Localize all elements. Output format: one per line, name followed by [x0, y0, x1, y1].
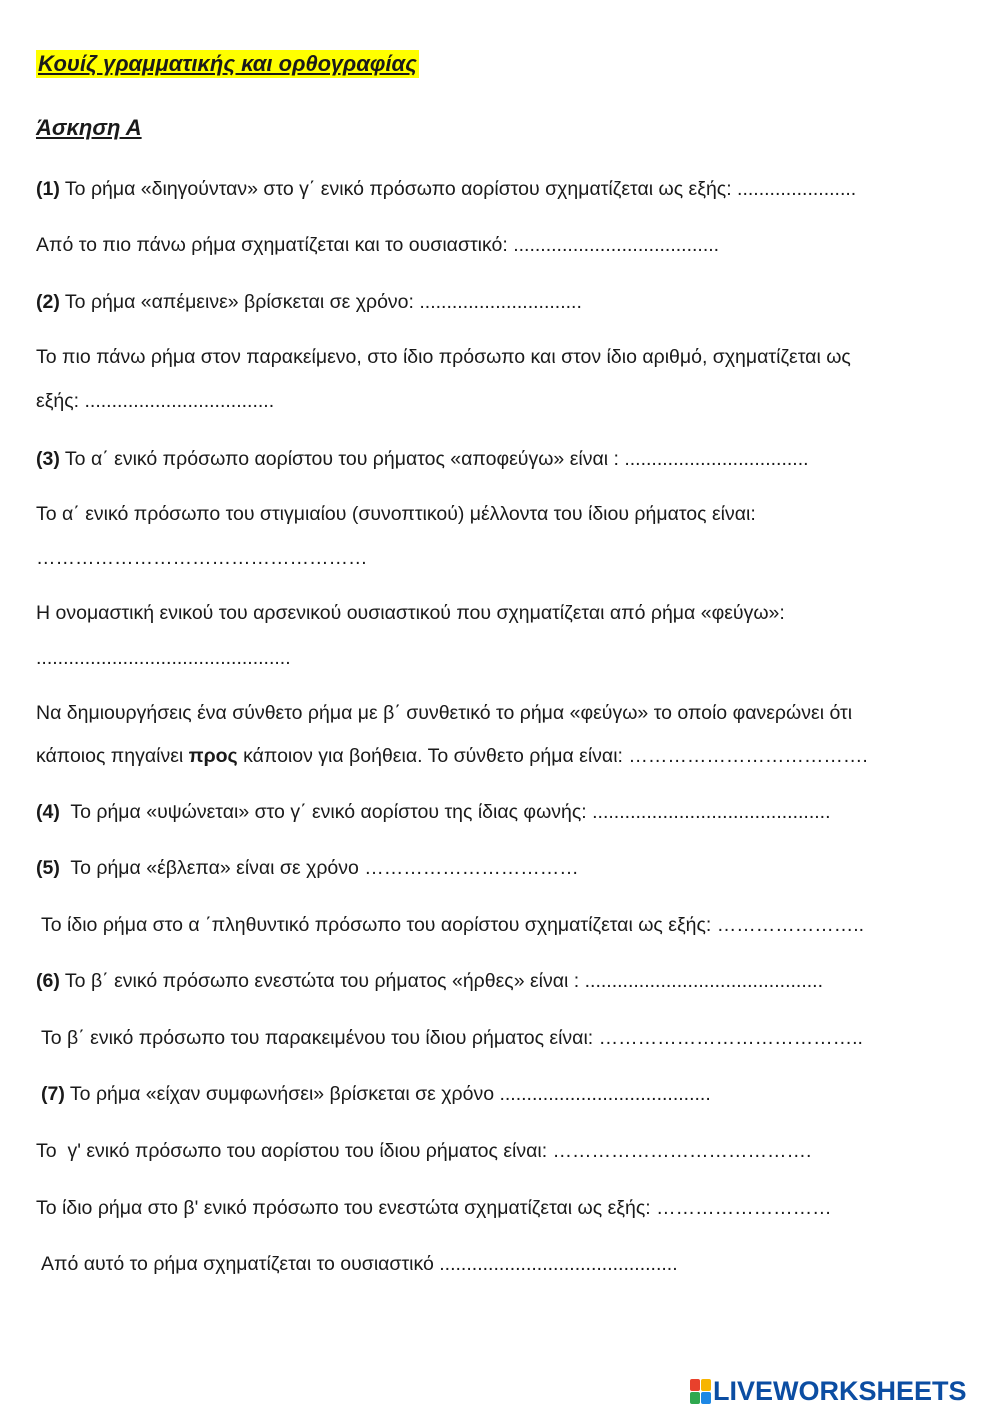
worksheet-title: Κουίζ γραμματικής και ορθογραφίας — [38, 51, 417, 76]
question-1-subline — [36, 232, 719, 258]
logo-text: LIVEWORKSHEETS — [713, 1375, 967, 1406]
question-text: κάποιος πηγαίνει — [36, 745, 189, 767]
answer-blank[interactable]: .............................. — [419, 291, 582, 313]
answer-blank[interactable]: ………………………………….. — [598, 1027, 863, 1049]
logo-square-yellow — [701, 1379, 711, 1391]
question-text: εξής: — [36, 390, 85, 412]
question-7-subline-2 — [36, 1195, 832, 1221]
emphasized-word: προς — [188, 745, 238, 767]
question-text: Το β΄ ενικό πρόσωπο του παρακειμένου του ίδιου ρήματος είναι: — [41, 1027, 599, 1049]
exercise-heading: Άσκηση Α — [36, 115, 142, 140]
question-number: (6) — [36, 970, 60, 992]
question-5-line — [36, 855, 579, 881]
question-text: Το ρήμα «έβλεπα» είναι σε χρόνο — [59, 857, 365, 879]
answer-blank[interactable]: …………………………………. — [552, 1140, 812, 1162]
question-7-subline-3 — [41, 1251, 678, 1277]
question-text: κάποιον για βοήθεια. Το σύνθετο ρήμα είναι: — [237, 745, 629, 767]
answer-blank[interactable]: ....................................... — [499, 1083, 711, 1105]
answer-blank[interactable]: ………………….. — [716, 914, 865, 936]
question-4-line — [36, 799, 831, 825]
question-text: Το πιο πάνω ρήμα στον παρακείμενο, στο ίδιο πρόσωπο και στον ίδιο αριθμό, σχηματίζεται ως — [36, 346, 851, 368]
question-3-subline-3 — [36, 700, 852, 726]
question-text: Από αυτό το ρήμα σχηματίζεται το ουσιαστικό — [41, 1253, 440, 1275]
question-3-subline-blank — [36, 545, 368, 571]
liveworksheets-logo — [690, 1374, 967, 1408]
logo-square-blue — [701, 1392, 711, 1404]
question-1-line — [36, 176, 856, 202]
question-number: (2) — [36, 291, 60, 313]
question-number: (1) — [36, 178, 60, 200]
question-text: Το ρήμα «διηγούνταν» στο γ΄ ενικό πρόσωπο αορίστου σχηματίζεται ως εξής: — [59, 178, 738, 200]
question-2-subline — [36, 344, 851, 370]
answer-blank[interactable]: .................................. — [624, 448, 809, 470]
answer-blank[interactable]: …………………………………………… — [36, 547, 368, 569]
question-7-line — [41, 1081, 711, 1107]
question-3-subline-2-blank — [36, 645, 291, 671]
question-3-subline — [36, 501, 756, 527]
question-2-subline-cont — [36, 388, 274, 414]
question-text: Το ίδιο ρήμα στο β' ενικό πρόσωπο του ενεστώτα σχηματίζεται ως εξής: — [36, 1197, 657, 1219]
question-text: Το ρήμα «υψώνεται» στο γ΄ ενικό αορίστου της ίδιας φωνής: — [59, 801, 593, 823]
question-3-line — [36, 446, 809, 472]
question-7-subline — [36, 1138, 811, 1164]
question-text: Το ρήμα «απέμεινε» βρίσκεται σε χρόνο: — [59, 291, 420, 313]
question-3-subline-2 — [36, 600, 785, 626]
question-number: (3) — [36, 448, 60, 470]
answer-blank[interactable]: ............................................... — [36, 647, 291, 669]
answer-blank[interactable]: …………………………… — [364, 857, 579, 879]
question-text: Το ρήμα «είχαν συμφωνήσει» βρίσκεται σε χρόνο — [64, 1083, 500, 1105]
liveworksheets-logo-icon — [690, 1379, 710, 1403]
answer-blank[interactable]: ............................................ — [584, 970, 823, 992]
question-number: (5) — [36, 857, 60, 879]
question-text: Το α΄ ενικό πρόσωπο αορίστου του ρήματος «αποφεύγω» είναι : — [59, 448, 625, 470]
question-3-subline-3-cont — [36, 743, 868, 769]
question-2-line — [36, 289, 582, 315]
question-text: Το ίδιο ρήμα στο α ΄πληθυντικό πρόσωπο του αορίστου σχηματίζεται ως εξής: — [41, 914, 717, 936]
question-text: Από το πιο πάνω ρήμα σχηματίζεται και το ουσιαστικό: — [36, 234, 514, 256]
question-text: Το α΄ ενικό πρόσωπο του στιγμιαίου (συνοπτικού) μέλλοντα του ίδιου ρήματος είναι: — [36, 503, 756, 525]
answer-blank[interactable]: ................................... — [84, 390, 275, 412]
answer-blank[interactable]: ...................... — [737, 178, 857, 200]
answer-blank[interactable]: ……………………… — [656, 1197, 832, 1219]
question-number: (7) — [41, 1083, 65, 1105]
question-text: Να δημιουργήσεις ένα σύνθετο ρήμα με β΄ συνθετικό το ρήμα «φεύγω» το οποίο φανερώνει ότι — [36, 702, 853, 724]
logo-square-green — [690, 1392, 700, 1404]
question-number: (4) — [36, 801, 60, 823]
question-5-subline — [41, 912, 864, 938]
question-text: Το γ' ενικό πρόσωπο του αορίστου του ίδιου ρήματος είναι: — [36, 1140, 553, 1162]
answer-blank[interactable]: ………………………………. — [628, 745, 868, 767]
logo-square-red — [690, 1379, 700, 1391]
answer-blank[interactable]: ............................................ — [592, 801, 831, 823]
answer-blank[interactable]: ............................................ — [439, 1253, 678, 1275]
answer-blank[interactable]: ...................................... — [513, 234, 720, 256]
question-6-subline — [41, 1025, 863, 1051]
question-6-line — [36, 968, 823, 994]
question-text: Το β΄ ενικό πρόσωπο ενεστώτα του ρήματος «ήρθες» είναι : — [59, 970, 585, 992]
question-text: Η ονομαστική ενικού του αρσενικού ουσιαστικού που σχηματίζεται από ρήμα «φεύγω»: — [36, 602, 785, 624]
